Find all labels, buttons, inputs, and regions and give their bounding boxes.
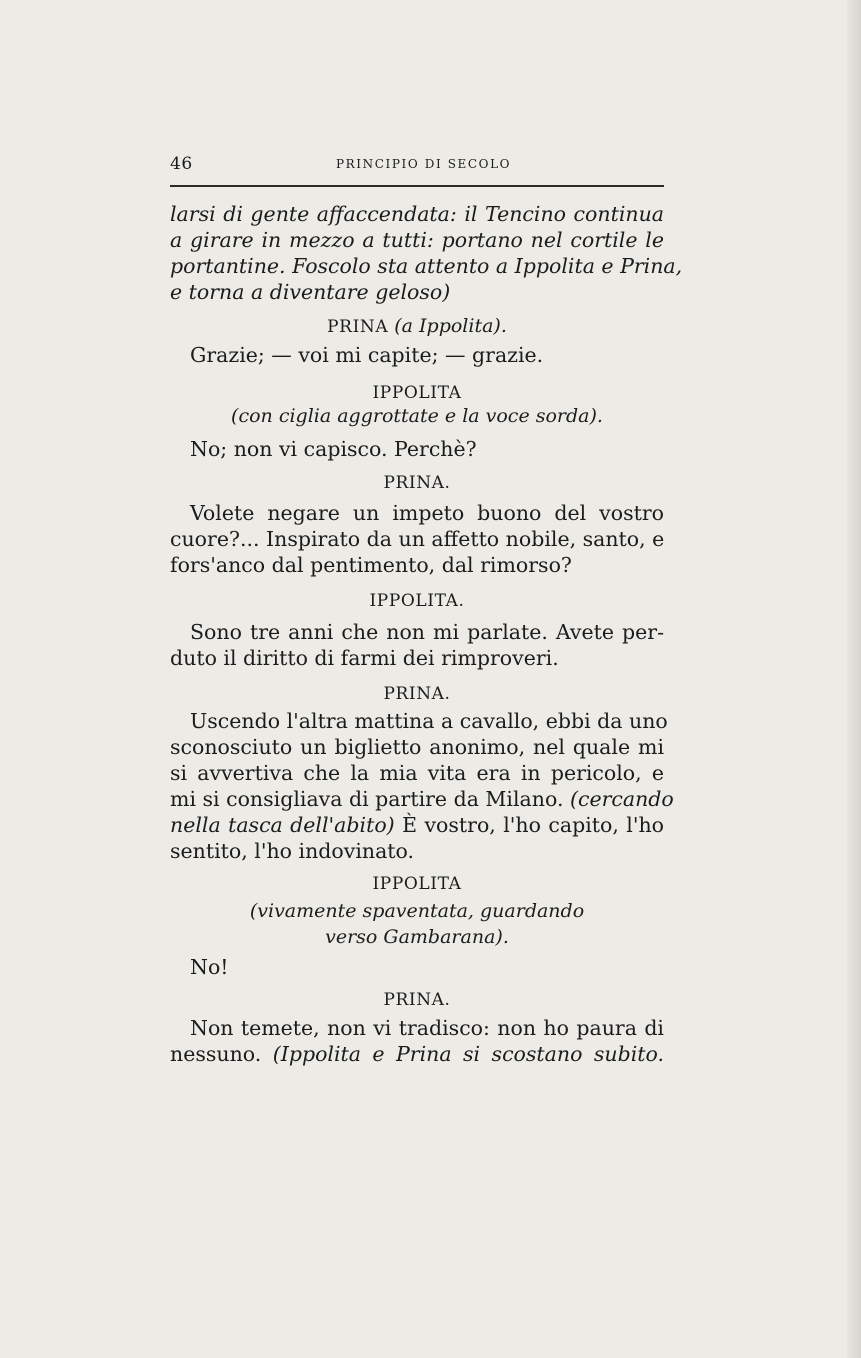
page-header — [170, 154, 664, 176]
text-line — [170, 1041, 664, 1067]
speech-line: No! — [190, 955, 229, 979]
text-line: duto il diritto di farmi dei rimproveri. — [170, 646, 559, 670]
stage-direction: (con ciglia aggrottate e la voce sorda). — [231, 405, 603, 427]
speech-block — [170, 500, 664, 578]
stage-direction-run: (Ippolita e Prina si scostano subito. — [272, 1042, 664, 1066]
text-line: sentito, l'ho indovinato. — [170, 839, 415, 863]
speaker-heading: PRINA. — [383, 990, 451, 1010]
text-run: È vostro, l'ho capito, l'ho — [394, 813, 664, 837]
speaker-heading: PRINA. — [383, 684, 451, 704]
text-line: larsi di gente affaccendata: il Tencino continua — [170, 202, 664, 226]
speech-block — [170, 619, 664, 671]
text-line: cuore?... Inspirato da un affetto nobile, santo, e — [170, 527, 665, 551]
text-line: sconosciuto un biglietto anonimo, nel quale mi — [170, 735, 664, 759]
speech-block — [170, 708, 674, 864]
speaker-direction: (a Ippolita). — [394, 315, 507, 337]
text-run: nessuno. — [170, 1042, 273, 1066]
text-line: a girare in mezzo a tutti: portano nel cortile le — [170, 228, 664, 252]
stage-direction-block — [170, 201, 683, 305]
text-line: Volete negare un impeto buono del vostro — [190, 501, 664, 525]
text-line: Non temete, non vi tradisco: non ho paura di — [190, 1016, 664, 1040]
speaker-heading: IPPOLITA — [372, 383, 462, 403]
stage-direction: verso Gambarana). — [325, 926, 509, 948]
stage-direction-run: nella tasca dell'abito) — [170, 813, 395, 837]
header-rule — [170, 185, 664, 187]
text-run: mi si consigliava di partire da Milano. — [170, 787, 570, 811]
speech-line: No; non vi capisco. Perchè? — [190, 437, 477, 461]
speech-block — [170, 1015, 664, 1067]
text-line: fors'anco dal pentimento, dal rimorso? — [170, 553, 572, 577]
text-line: Uscendo l'altra mattina a cavallo, ebbi da uno — [190, 709, 668, 733]
speech-line: Grazie; — voi mi capite; — grazie. — [190, 343, 544, 367]
speaker-name: PRINA — [327, 317, 389, 337]
stage-direction: (vivamente spaventata, guardando — [249, 900, 585, 922]
speaker-heading — [170, 314, 664, 339]
speaker-heading: IPPOLITA. — [369, 591, 465, 611]
running-title: PRINCIPIO DI SECOLO — [336, 157, 512, 171]
page-number: 46 — [170, 154, 193, 174]
stage-direction-run: (cercando — [569, 787, 674, 811]
text-line — [170, 812, 664, 838]
speaker-heading: PRINA. — [383, 473, 451, 493]
text-line: e torna a diventare geloso) — [170, 280, 451, 304]
text-line: portantine. Foscolo sta attento a Ippolita e Prina, — [170, 254, 683, 278]
text-line: Sono tre anni che non mi parlate. Avete per- — [190, 620, 664, 644]
speaker-heading: IPPOLITA — [372, 874, 462, 894]
page-edge-shadow — [847, 0, 861, 1358]
text-line: si avvertiva che la mia vita era in pericolo, e — [170, 761, 664, 785]
text-line — [170, 786, 674, 812]
